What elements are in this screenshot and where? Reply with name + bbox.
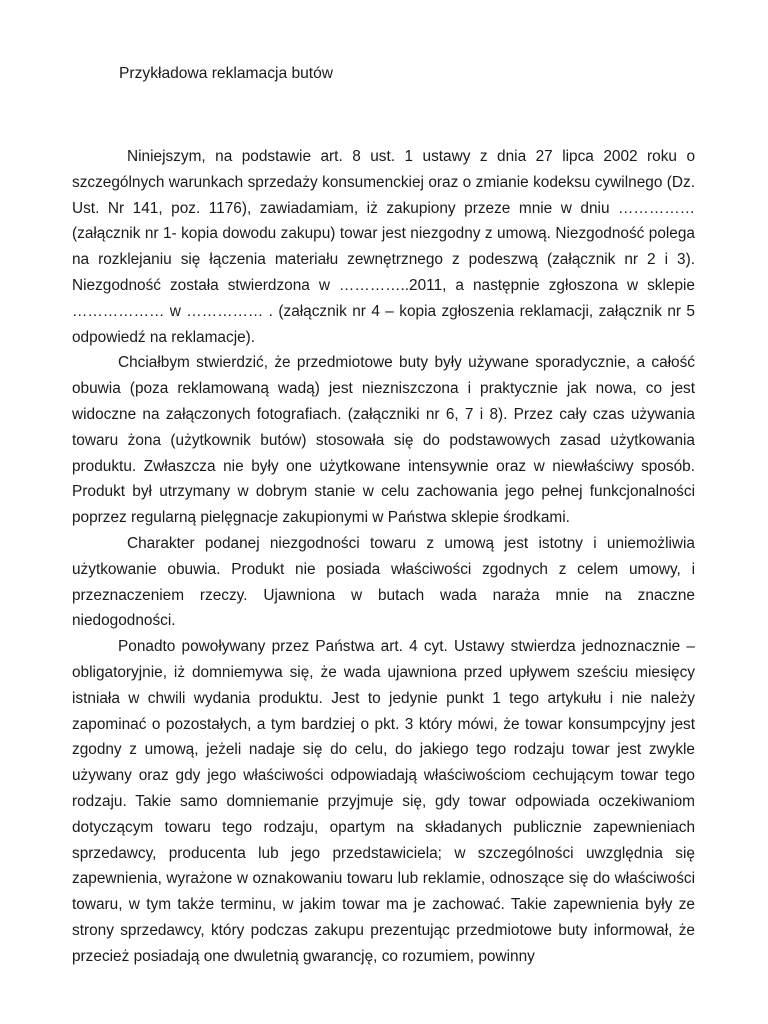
paragraph-legal-basis: Niniejszym, na podstawie art. 8 ust. 1 ustawy z dnia 27 lipca 2002 roku o szczególnych warunkach sprzedaży konsumenckiej oraz o zmianie kodeksu cywilnego (Dz. Ust. Nr 141, poz. 1176), zawiadamiam, iż zakupiony przeze mnie w dniu …………… (załącznik nr 1- kopia dowodu zakupu) towar jest niezgodny z umową. Niezgodność polega na rozklejaniu się łączenia materiału zewnętrznego z podeszwą (załącznik nr 2 i 3). Niezgodność została stwierdzona w …………..2011, a następnie zgłoszona w sklepie ……………… w …………… . (załącznik nr 4 – kopia zgłoszenia reklamacji, załącznik nr 5 odpowiedź na reklamacje). (72, 148, 695, 346)
document-title: Przykładowa reklamacja butów (119, 65, 334, 82)
paragraph-usage-condition: Chciałbym stwierdzić, że przedmiotowe buty były używane sporadycznie, a całość obuwia (poza reklamowaną wadą) jest niezniszczona i praktycznie jak nowa, co jest widoczne na załączonych fotografiach. (załączniki nr 6, 7 i 8). Przez cały czas używania towaru żona (użytkownik butów) stosowała się do podstawowych zasad użytkowania produktu. Zwłaszcza nie były one użytkowane intensywnie oraz w niewłaściwy sposób. Produkt był utrzymany w dobrym stanie w celu zachowania jego pełnej funkcjonalności poprzez regularną pielęgnacje zakupionymi w Państwa sklepie środkami. (72, 354, 695, 527)
document-body (72, 144, 695, 970)
paragraph-article-4: Ponadto powoływany przez Państwa art. 4 cyt. Ustawy stwierdza jednoznacznie – obligatoryjnie, iż domniemywa się, że wada ujawniona przed upływem sześciu miesięcy istniała w chwili wydania produktu. Jest to jedynie punkt 1 tego artykułu i nie należy zapominać o pozostałych, a tym bardziej o pkt. 3 który mówi, że towar konsumpcyjny jest zgodny z umową, jeżeli nadaje się do celu, do jakiego tego rodzaju towar jest zwykle używany oraz gdy jego właściwości odpowiadają właściwościom cechującym towar tego rodzaju. Takie samo domniemanie przyjmuje się, gdy towar odpowiada oczekiwaniom dotyczącym towaru tego rodzaju, opartym na składanych publicznie zapewnieniach sprzedawcy, producenta lub jego przedstawiciela; w szczególności uwzględnia się zapewnienia, wyrażone w oznakowaniu towaru lub reklamie, odnoszące się do właściwości towaru, w tym także terminu, w jakim towar ma je zachować. Takie zapewnienia były ze strony sprzedawcy, który podczas zakupu prezentując przedmiotowe buty informował, że przecież posiadają one dwuletnią gwarancję, co rozumiem, powinny (72, 638, 695, 965)
paragraph-defect-significance: Charakter podanej niezgodności towaru z umową jest istotny i uniemożliwia użytkowanie obuwia. Produkt nie posiada właściwości zgodnych z celem umowy, i przeznaczeniem rzeczy. Ujawniona w butach wada naraża mnie na znaczne niedogodności. (72, 534, 695, 630)
